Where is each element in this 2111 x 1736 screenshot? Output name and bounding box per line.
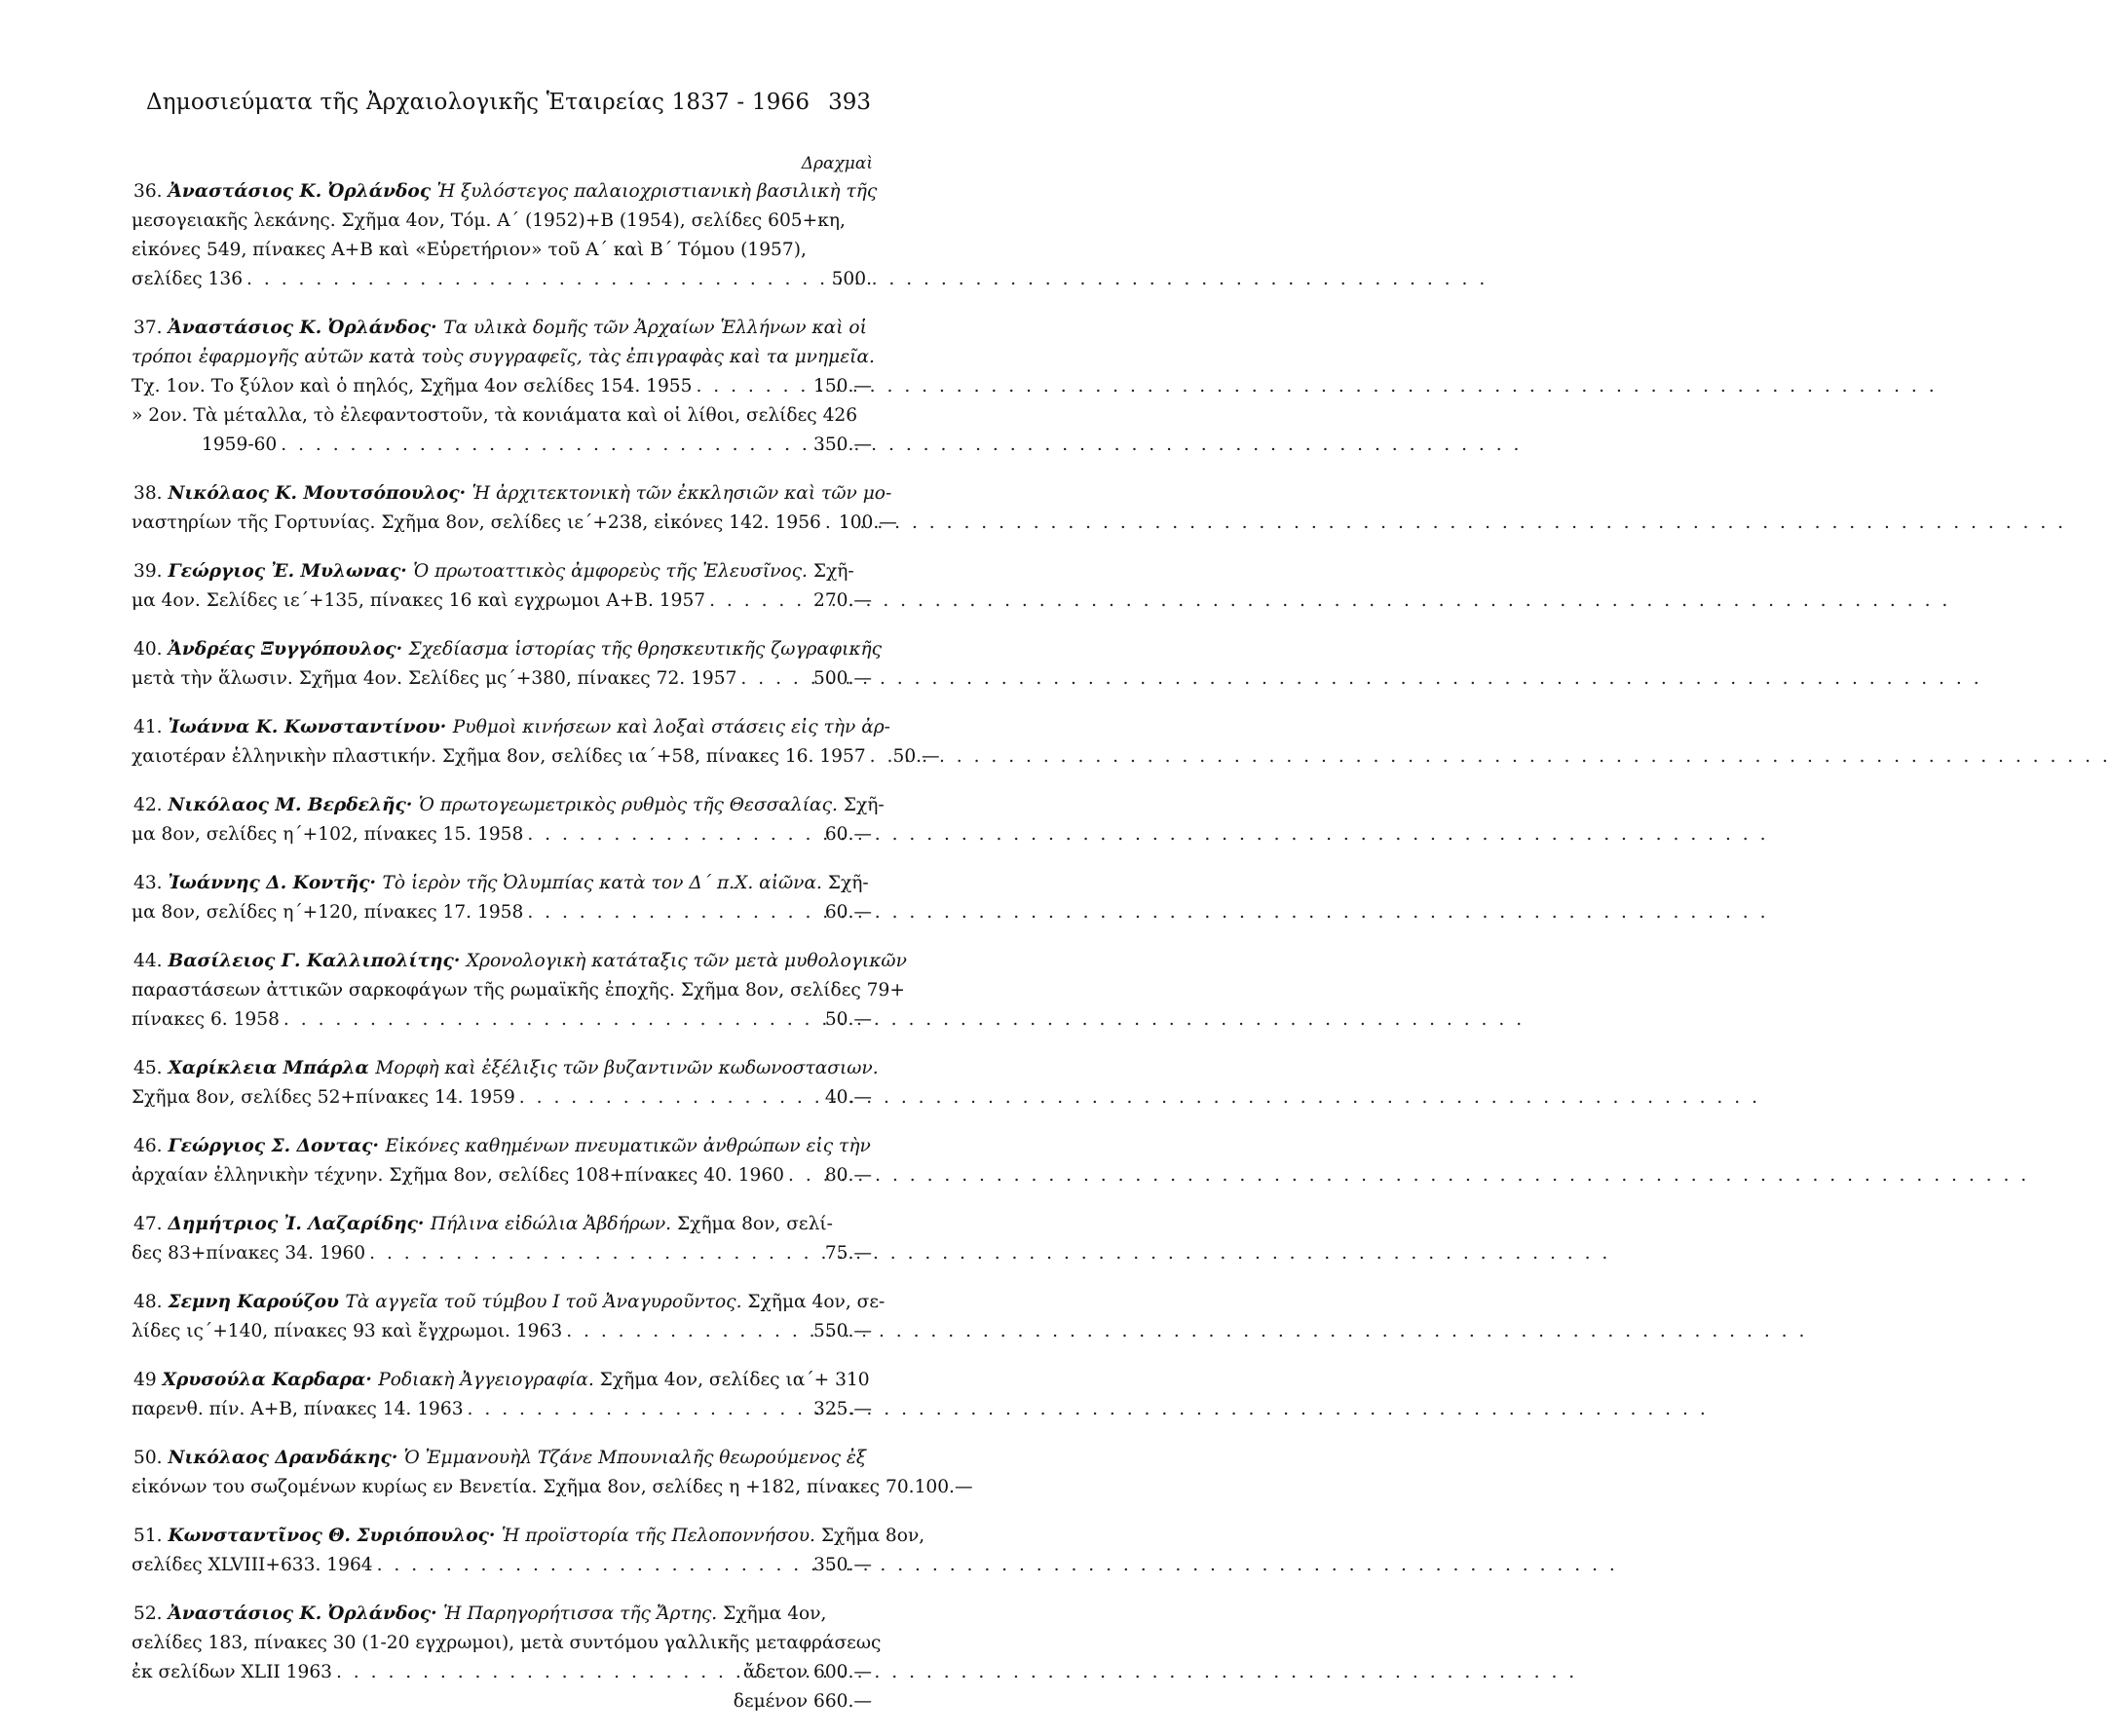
entry-rest: Σχῆμα 4ον, σελίδες ια΄+ 310	[593, 1370, 870, 1390]
line-text	[132, 976, 905, 1005]
entry-line	[132, 479, 892, 509]
entry-line	[132, 1005, 872, 1035]
entry-author: Ἀναστάσιος Κ. Ὀρλάνδος·	[168, 318, 444, 338]
line-text	[132, 401, 857, 431]
entry-author: Νικόλαος Μ. Βερδελῆς·	[168, 795, 419, 815]
line-text	[133, 1132, 871, 1161]
entry	[132, 1054, 879, 1113]
entry-line	[132, 314, 872, 343]
entry-title: Ὁ Ἐμμανουὴλ Τζάνε Μπουνιαλῆς θεωρούμενος ἐξ	[403, 1448, 867, 1468]
running-header	[0, 90, 998, 129]
entry-number: 49	[133, 1370, 163, 1390]
entry	[132, 177, 878, 294]
line-text	[133, 1522, 924, 1551]
entry-price: 50.—	[892, 746, 940, 767]
entry	[132, 635, 883, 694]
line-text	[132, 586, 705, 616]
entry	[132, 1522, 925, 1580]
entry-line	[132, 1600, 872, 1629]
entry-line	[132, 1317, 872, 1346]
entry-price: 350.—	[813, 434, 872, 455]
entry-title: Ἡ ξυλόστεγος παλαιοχριστιανικὴ βασιλικὴ τῆς	[436, 181, 878, 202]
entry-price: 40.—	[824, 1087, 872, 1108]
line-text	[132, 664, 736, 694]
entry	[132, 1132, 872, 1190]
entry-line	[132, 820, 872, 849]
line-text	[132, 820, 523, 849]
entry	[132, 791, 885, 849]
entry-title: Χρονολογικὴ κατάταξις τῶν μετὰ μυθολογικῶν	[466, 951, 907, 971]
entry-text: δες 83+πίνακες 34. 1960	[132, 1243, 366, 1264]
entry-line	[132, 1629, 882, 1658]
entry-line	[132, 791, 885, 820]
entry-line	[132, 1366, 872, 1395]
line-text	[132, 1395, 464, 1424]
entry-rest: Σχῆ-	[837, 795, 885, 815]
entry-number: 45.	[133, 1058, 169, 1078]
entry-text: μεσογειακῆς λεκάνης. Σχῆμα 4ον, Τόμ. Α΄ (1952)+Β (1954), σελίδες 605+κη,	[132, 210, 846, 231]
header-title: Δημοσιεύματα τῆς Ἀρχαιολογικῆς Ἑταιρείας 1837 - 1966	[146, 90, 810, 115]
entry-number: 39.	[133, 561, 169, 582]
entry-number: 46.	[133, 1136, 169, 1156]
line-text	[133, 947, 907, 976]
entry-line	[132, 976, 905, 1005]
line-text	[132, 372, 692, 401]
line-text	[133, 1444, 866, 1473]
entry-title: Πήλινα εἰδώλια Ἀβδήρων.	[430, 1214, 672, 1234]
entry-author: Κωνσταντῖνος Θ. Συριόπουλος·	[168, 1526, 502, 1546]
entry-line	[132, 177, 878, 207]
entry-text: μετὰ τὴν ἅλωσιν. Σχῆμα 4ον. Σελίδες μς΄+380, πίνακες 72. 1957	[132, 668, 737, 689]
entry-line	[132, 1551, 872, 1580]
entry-text: Τχ. 1ον. Το ξύλον καὶ ὁ πηλός, Σχῆμα 4ον σελίδες 154. 1955	[132, 376, 693, 396]
entry-number: 50.	[133, 1448, 169, 1468]
entry-line	[132, 557, 872, 586]
entry-price: 75.—	[824, 1243, 872, 1264]
entry-price: 325.—	[813, 1399, 872, 1419]
entry-number: 48.	[133, 1292, 169, 1312]
entry-title: Τα υλικὰ δομῆς τῶν Ἀρχαίων Ἑλλήνων καὶ οἱ	[443, 318, 867, 338]
entry-line	[132, 898, 872, 927]
entry-price: 350.—	[813, 1555, 872, 1575]
entry-number: 40.	[133, 639, 169, 660]
entry-line	[132, 509, 897, 538]
entry-text: χαιοτέραν ἑλληνικὴν πλαστικήν. Σχῆμα 8ον, σελίδες ια΄+58, πίνακες 16. 1957	[132, 746, 866, 767]
line-text	[133, 635, 882, 664]
line-text	[133, 1288, 885, 1317]
page-number: 393	[828, 90, 871, 115]
entry-author: Νικόλαος Δρανδάκης·	[168, 1448, 404, 1468]
entry-title: Εἰκόνες καθημένων πνευματικῶν ἀνθρώπων εἰς τὴν	[385, 1136, 871, 1156]
entry-number: 42.	[133, 795, 169, 815]
line-text	[133, 1210, 833, 1239]
entry-line	[132, 207, 872, 236]
entry	[132, 869, 872, 927]
line-text	[133, 1054, 879, 1083]
entry-line	[132, 1444, 872, 1473]
entry-text: παρενθ. πίν. Α+Β, πίνακες 14. 1963	[132, 1399, 464, 1419]
entry-line	[132, 372, 872, 401]
entry-author: Σεμνη Καρούζου	[168, 1292, 346, 1312]
currency-label: Δραχμαὶ	[801, 154, 873, 173]
entry-text: 1959-60	[202, 434, 278, 455]
entry-number: 38.	[133, 483, 169, 504]
entry-price: 550.—	[813, 1321, 872, 1341]
entry-author: Ἰωάννης Δ. Κοντῆς·	[168, 873, 383, 893]
entry	[132, 1288, 886, 1346]
entry-text: ἐκ σελίδων XLII 1963	[132, 1662, 332, 1682]
entry-line	[132, 713, 890, 742]
entry-author: Βασίλειος Γ. Καλλιπολίτης·	[168, 951, 467, 971]
entry-line	[132, 1288, 886, 1317]
entry-title: Τὸ ἱερὸν τῆς Ὀλυμπίας κατὰ τον Δ΄ π.Χ. αἰῶνα.	[382, 873, 822, 893]
line-text	[133, 314, 867, 343]
entry-number: 44.	[133, 951, 169, 971]
entry	[132, 557, 872, 616]
entry-line	[132, 1522, 925, 1551]
line-text	[133, 1600, 826, 1629]
entry-line	[132, 343, 875, 372]
entry-line	[132, 1210, 872, 1239]
entry-title: Ρυθμοὶ κινήσεων καὶ λοξαὶ στάσεις εἰς τὴν ἀρ-	[452, 717, 890, 737]
entry-title: Ἡ ἀρχιτεκτονικὴ τῶν ἐκκλησιῶν καὶ τῶν μο-	[471, 483, 892, 504]
line-text	[132, 1083, 515, 1113]
entry-author: Ἰωάννα Κ. Κωνσταντίνου·	[168, 717, 453, 737]
line-text	[132, 1658, 332, 1687]
entry-text: πίνακες 6. 1958	[132, 1009, 280, 1030]
entry-text: παραστάσεων ἀττικῶν σαρκοφάγων τῆς ρωμαϊκῆς ἐποχῆς. Σχῆμα 8ον, σελίδες 79+	[132, 980, 905, 1000]
dot-leader	[740, 664, 810, 694]
line-text	[132, 509, 821, 538]
document-page	[0, 0, 998, 1712]
line-text	[133, 713, 890, 742]
line-text	[132, 1317, 562, 1346]
line-text	[202, 431, 277, 460]
entry-text: σελίδες 183, πίνακες 30 (1-20 εγχρωμοι), μετὰ συντόμου γαλλικῆς μεταφράσεως	[132, 1633, 882, 1653]
entry-rest: Σχῆμα 4ον,	[717, 1604, 827, 1624]
entry-line	[132, 586, 872, 616]
line-text	[132, 742, 866, 772]
entry-price: 60.—	[824, 824, 872, 845]
line-text	[133, 869, 869, 898]
entry-title: Ροδιακὴ Ἀγγειογραφία.	[378, 1370, 594, 1390]
entry-price: 500.	[831, 269, 872, 289]
dot-leader	[709, 586, 810, 616]
entry-title: Ὁ πρωτογεωμετρικὸς ρυθμὸς τῆς Θεσσαλίας.	[418, 795, 838, 815]
line-text	[133, 1366, 870, 1395]
entry-price: 80.—	[824, 1165, 872, 1186]
entry-line	[132, 1473, 973, 1502]
line-text	[132, 1473, 915, 1502]
dot-leader	[527, 820, 811, 849]
line-text	[132, 1551, 373, 1580]
entry-text: μα 8ον, σελίδες η΄+102, πίνακες 15. 1958	[132, 824, 524, 845]
entry-line	[132, 1161, 872, 1190]
entry-author: Γεώργιος Ἐ. Μυλωνας·	[168, 561, 414, 582]
entry-text: Σχῆμα 8ον, σελίδες 52+πίνακες 14. 1959	[132, 1087, 515, 1108]
dot-leader	[519, 1083, 811, 1113]
entry-text: τρόποι ἐφαρμογῆς αὐτῶν κατὰ τοὺς συγγραφεῖς, τὰς ἐπιγραφὰς καὶ τα μνημεῖα.	[132, 347, 875, 367]
entry-price: ἄδετον 600.—	[742, 1662, 872, 1682]
entry-line	[132, 401, 872, 431]
entry-price: δεμένον 660.—	[733, 1691, 872, 1712]
dot-leader	[870, 742, 880, 772]
entry-rest: Σχῆμα 4ον, σε-	[741, 1292, 886, 1312]
dot-leader	[468, 1395, 810, 1424]
entry-line	[132, 236, 872, 265]
entry-price: 270.—	[813, 590, 872, 611]
dot-leader	[283, 1005, 811, 1035]
entry-number: 37.	[133, 318, 169, 338]
entry-price: 50.—	[824, 1009, 872, 1030]
entry-number: 41.	[133, 717, 169, 737]
entry	[132, 1210, 872, 1268]
entry	[132, 1444, 973, 1502]
line-text	[132, 1239, 365, 1268]
entry-title: Ἡ Παρηγορήτισσα τῆς Ἄρτης.	[443, 1604, 718, 1624]
entry-rest: Σχῆμα 8ον, σελί-	[671, 1214, 833, 1234]
entry	[132, 947, 907, 1035]
dot-leader	[527, 898, 811, 927]
entry-line	[132, 1239, 872, 1268]
dot-leader	[377, 1551, 810, 1580]
entry-author: Ἀναστάσιος Κ. Ὀρλάνδος·	[168, 1604, 444, 1624]
entry-text: σελίδες XLVIII+633. 1964	[132, 1555, 373, 1575]
entry-number: 52.	[133, 1604, 169, 1624]
entry	[132, 1600, 882, 1717]
entry	[132, 1366, 872, 1424]
entry-title: Μορφὴ καὶ ἐξέλιξις τῶν βυζαντινῶν κωδωνοστασιων.	[375, 1058, 879, 1078]
dot-leader	[369, 1239, 811, 1268]
line-text	[132, 1005, 280, 1035]
line-text	[132, 236, 807, 265]
entry-price: 150.—	[813, 376, 872, 396]
line-text	[133, 479, 891, 509]
entries-list	[132, 177, 973, 1736]
entry-text: » 2ον. Τὰ μέταλλα, τὸ ἐλεφαντοστοῦν, τὰ κονιάματα καὶ οἱ λίθοι, σελίδες 426	[132, 405, 858, 426]
line-text	[132, 1629, 881, 1658]
line-text	[133, 177, 877, 207]
entry	[132, 314, 875, 460]
entry-line	[132, 869, 872, 898]
entry-author: Χαρίκλεια Μπάρλα	[168, 1058, 376, 1078]
entry-number: 47.	[133, 1214, 169, 1234]
entry-text: σελίδες 136	[132, 269, 244, 289]
entry-number: 43.	[133, 873, 169, 893]
line-text	[132, 343, 875, 372]
entry-line	[132, 1054, 879, 1083]
line-text	[133, 557, 854, 586]
line-text	[132, 265, 243, 294]
entry-text: λίδες ις΄+140, πίνακες 93 καὶ ἔγχρωμοι. 1963	[132, 1321, 563, 1341]
entry-rest: Σχῆ-	[821, 873, 869, 893]
entry-price: 100.—	[838, 512, 897, 533]
entry-author: Ἀναστάσιος Κ. Ὀρλάνδος	[168, 181, 437, 202]
dot-leader	[281, 431, 810, 460]
entry-title: Ὁ πρωτοαττικὸς ἀμφορεὺς τῆς Ἐλευσῖνος.	[413, 561, 808, 582]
dot-leader	[566, 1317, 810, 1346]
entry-author: Χρυσούλα Καρδαρα·	[162, 1370, 379, 1390]
line-text	[133, 791, 885, 820]
dot-leader	[246, 265, 811, 294]
entry-line	[132, 265, 872, 294]
entry-price: 60.—	[824, 902, 872, 923]
entry-price: 100.—	[914, 1477, 973, 1497]
entry-text: ναστηρίων τῆς Γορτυνίας. Σχῆμα 8ον, σελίδες ιε΄+238, εἰκόνες 142. 1956	[132, 512, 821, 533]
entry-title: Ἡ προϊστορία τῆς Πελοποννήσου.	[501, 1526, 815, 1546]
entry-line	[132, 1132, 872, 1161]
entry-line	[132, 742, 940, 772]
entry-line	[132, 1083, 872, 1113]
line-text	[132, 898, 523, 927]
line-text	[132, 207, 846, 236]
entry-line	[132, 431, 872, 460]
entry-text: μα 4ον. Σελίδες ιε΄+135, πίνακες 16 καὶ εγχρωμοι Α+Β. 1957	[132, 590, 706, 611]
entry-line	[132, 635, 883, 664]
entry-rest: Σχῆμα 8ον,	[814, 1526, 925, 1546]
entry-text: μα 8ον, σελίδες η΄+120, πίνακες 17. 1958	[132, 902, 524, 923]
entry-number: 36.	[133, 181, 169, 202]
entry-price: 500.—	[813, 668, 872, 689]
entry-title: Σχεδίασμα ἱστορίας τῆς θρησκευτικῆς ζωγραφικῆς	[408, 639, 883, 660]
entry-text: εἰκόνες 549, πίνακες Α+Β καὶ «Εὑρετήριον» τοῦ Α΄ καὶ Β΄ Τόμου (1957),	[132, 240, 807, 260]
entry	[132, 713, 940, 772]
entry-line	[132, 1395, 872, 1424]
entry-extra-price	[132, 1687, 872, 1717]
entry-line	[132, 1658, 872, 1687]
entry-line	[132, 664, 872, 694]
entry-author: Δημήτριος Ἰ. Λαζαρίδης·	[168, 1214, 431, 1234]
entry-author: Γεώργιος Σ. Δοντας·	[168, 1136, 386, 1156]
entry-author: Νικόλαος Κ. Μουτσόπουλος·	[168, 483, 472, 504]
dot-leader	[336, 1658, 739, 1687]
line-text	[132, 1161, 784, 1190]
dot-leader	[788, 1161, 811, 1190]
entry-line	[132, 947, 907, 976]
entry-text: εἰκόνων του σωζομένων κυρίως εν Βενετία. Σχῆμα 8ον, σελίδες η +182, πίνακες 70.	[132, 1477, 915, 1497]
entry-author: Ἀνδρέας Ξυγγόπουλος·	[168, 639, 409, 660]
entry-rest: Σχῆ-	[807, 561, 854, 582]
entry-number: 51.	[133, 1526, 169, 1546]
entry	[132, 479, 897, 538]
dot-leader	[825, 509, 835, 538]
entry-title: Τὰ αγγεῖα τοῦ τύμβου Ι τοῦ Ἀναγυροῦντος.	[345, 1292, 742, 1312]
dot-leader	[696, 372, 810, 401]
entry-text: ἀρχαίαν ἑλληνικὴν τέχνην. Σχῆμα 8ον, σελίδες 108+πίνακες 40. 1960	[132, 1165, 785, 1186]
